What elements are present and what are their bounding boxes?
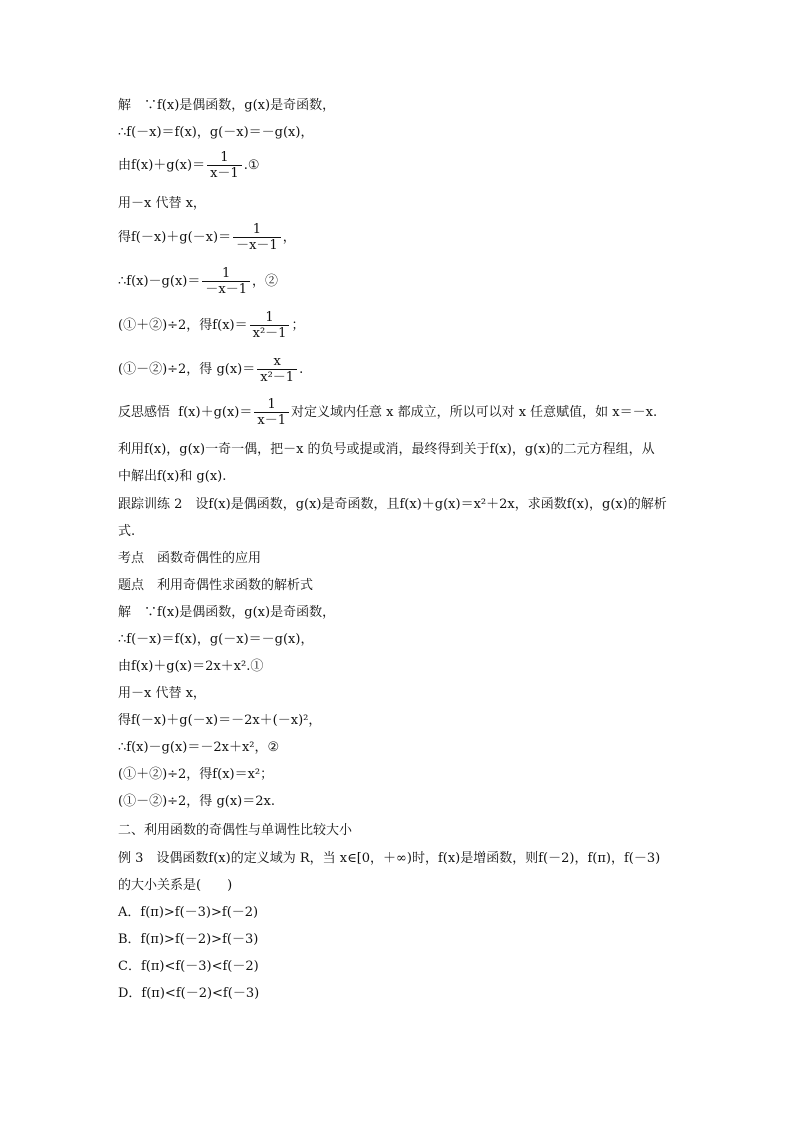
option-b: B．f(π)>f(－2)>f(－3) (118, 932, 259, 947)
option-c: C．f(π)<f(－3)<f(－2) (118, 959, 259, 974)
example-line-2: 的大小关系是( ) (118, 878, 233, 893)
example-line-1: 例 3 设偶函数f(x)的定义域为 R，当 x∈[0，＋∞)时，f(x)是增函数，则f(－2)，f(π)，f(－3) (118, 851, 661, 866)
reflection-line-2: 利用f(x)，g(x)一奇一偶，把－x 的负号或提或消，最终得到关于f(x)，g(x)的二元方程组，从 (118, 442, 655, 457)
subtopic-line: 题点 利用奇偶性求函数的解析式 (118, 578, 314, 593)
fraction-5: $\frac{x}{\text{x²－1}}$ (257, 354, 297, 385)
practice-solution-4: 用－x 代替 x， (118, 686, 206, 701)
equation-5: (①－②)÷2，得 g(x)＝ $\frac{x}{\text{x²－1}}$ . (118, 354, 304, 385)
reflection-line-1: 反思感悟 f(x)＋g(x)＝ $\frac{1}{x-1}$ 对定义域内任意 x 都成立，所以可以对 x 任意赋值，如 x＝－x. (118, 397, 658, 428)
fraction-4: $\frac{1}{\text{x²－1}}$ (250, 310, 290, 341)
topic-line: 考点 函数奇偶性的应用 (118, 551, 262, 566)
practice-solution-3: 由f(x)＋g(x)＝2x＋x².① (118, 659, 264, 674)
reflection-label: 反思感悟 (118, 405, 171, 420)
practice-solution-8: (①－②)÷2，得 g(x)＝2x. (118, 794, 275, 809)
solution-line-1: 解 ∵f(x)是偶函数，g(x)是奇函数， (118, 98, 336, 113)
option-a: A．f(π)>f(－3)>f(－2) (118, 905, 259, 920)
practice-solution-7: (①＋②)÷2，得f(x)＝x²； (118, 767, 274, 782)
practice-solution-2: ∴f(－x)＝f(x)，g(－x)＝－g(x)， (118, 632, 314, 647)
equation-2: 得f(－x)＋g(－x)＝ $\frac{1}{-x-1}$ ， (118, 222, 296, 253)
reflection-line-3: 中解出f(x)和 g(x). (118, 469, 227, 484)
fraction-6: $\frac{1}{x-1}$ (254, 397, 289, 428)
equation-3: ∴f(x)－g(x)＝ $\frac{1}{-x-1}$ ，② (118, 266, 278, 297)
practice-solution-1: 解 ∵f(x)是偶函数，g(x)是奇函数， (118, 605, 336, 620)
substitution-line: 用－x 代替 x， (118, 196, 206, 211)
fraction-1: $\frac{1}{x-1}$ (207, 150, 242, 181)
practice-solution-6: ∴f(x)－g(x)＝－2x＋x²，② (118, 740, 280, 755)
practice-title-line-1: 跟踪训练 2 设f(x)是偶函数，g(x)是奇函数，且f(x)＋g(x)＝x²＋2x，求函数f(x)，g(x)的解析 (118, 497, 667, 512)
solution-line-2: ∴f(－x)＝f(x)，g(－x)＝－g(x)， (118, 125, 314, 140)
option-d: D．f(π)<f(－2)<f(－3) (118, 986, 260, 1001)
equation-1: 由f(x)＋g(x)＝ $\frac{1}{x-1}$ .① (118, 150, 260, 181)
equation-4: (①＋②)÷2，得f(x)＝ $\frac{1}{\text{x²－1}}$ ； (118, 310, 305, 341)
practice-solution-5: 得f(－x)＋g(－x)＝－2x＋(－x)²， (118, 713, 322, 728)
practice-title-line-2: 式. (118, 524, 136, 539)
section-heading: 二、利用函数的奇偶性与单调性比较大小 (118, 823, 353, 838)
fraction-3: $\frac{1}{-x-1}$ (202, 266, 250, 297)
fraction-2: $\frac{1}{-x-1}$ (233, 222, 281, 253)
